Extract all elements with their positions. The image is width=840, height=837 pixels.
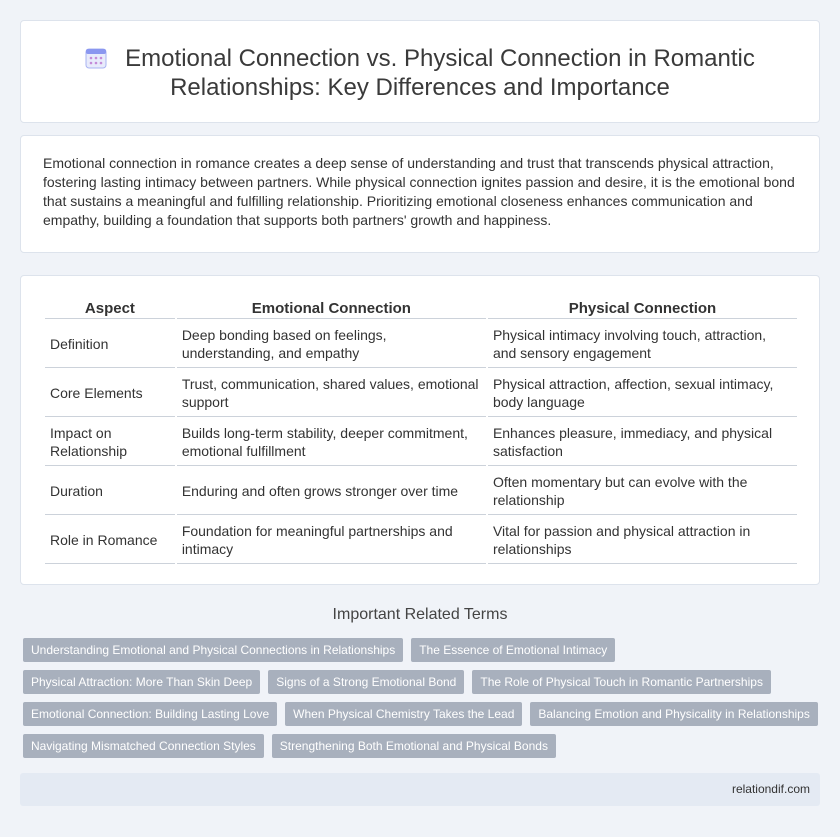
cell-emotional: Trust, communication, shared values, emotional support: [177, 370, 486, 417]
cell-physical: Enhances pleasure, immediacy, and physical satisfaction: [488, 419, 797, 466]
cell-physical: Often momentary but can evolve with the relationship: [488, 468, 797, 515]
related-term-link[interactable]: Navigating Mismatched Connection Styles: [23, 734, 264, 758]
footer-site-link[interactable]: relationdif.com: [731, 782, 810, 796]
tag-row: [23, 670, 823, 694]
cell-aspect: Duration: [45, 468, 175, 515]
related-terms-title: Important Related Terms: [332, 606, 508, 623]
comparison-table: [43, 296, 799, 566]
tag-row: [23, 734, 823, 758]
cell-physical: Physical attraction, affection, sexual intimacy, body language: [488, 370, 797, 417]
intro-card: [20, 135, 820, 253]
cell-aspect: Role in Romance: [45, 517, 175, 564]
related-term-link[interactable]: Physical Attraction: More Than Skin Deep: [23, 670, 260, 694]
table-row: [45, 321, 797, 368]
related-terms-list: [23, 638, 823, 766]
footer: [20, 773, 820, 806]
cell-emotional: Deep bonding based on feelings, understanding, and empathy: [177, 321, 486, 368]
cell-emotional: Builds long-term stability, deeper commitment, emotional fulfillment: [177, 419, 486, 466]
header-aspect: Aspect: [45, 298, 175, 319]
header-emotional: Emotional Connection: [177, 298, 486, 319]
cell-emotional: Enduring and often grows stronger over time: [177, 468, 486, 515]
related-term-link[interactable]: Balancing Emotion and Physicality in Relationships: [530, 702, 817, 726]
page-title: Emotional Connection vs. Physical Connection in Romantic Relationships: Key Differences and Importance: [125, 45, 755, 101]
table-row: [45, 468, 797, 515]
intro-paragraph: Emotional connection in romance creates a deep sense of understanding and trust that transcends physical attraction, fostering lasting intimacy between partners. While physical connection ignites passion and desire, it is the emotional bond that sustains a meaningful and fulfilling relationship. Prioritizing emotional closeness enhances communication and empathy, building a foundation that supports both partners' growth and happiness.: [43, 155, 795, 228]
table-row: [45, 517, 797, 564]
tag-row: [23, 702, 823, 726]
calendar-icon: [85, 47, 107, 69]
title-card: [20, 20, 820, 123]
related-term-link[interactable]: Emotional Connection: Building Lasting Love: [23, 702, 277, 726]
related-term-link[interactable]: The Role of Physical Touch in Romantic Partnerships: [472, 670, 771, 694]
cell-emotional: Foundation for meaningful partnerships and intimacy: [177, 517, 486, 564]
cell-physical: Vital for passion and physical attraction in relationships: [488, 517, 797, 564]
related-term-link[interactable]: Understanding Emotional and Physical Connections in Relationships: [23, 638, 403, 662]
table-header-row: [45, 298, 797, 319]
table-row: [45, 419, 797, 466]
cell-aspect: Definition: [45, 321, 175, 368]
cell-aspect: Impact on Relationship: [45, 419, 175, 466]
related-term-link[interactable]: When Physical Chemistry Takes the Lead: [285, 702, 522, 726]
cell-aspect: Core Elements: [45, 370, 175, 417]
tag-row: [23, 638, 823, 662]
cell-physical: Physical intimacy involving touch, attraction, and sensory engagement: [488, 321, 797, 368]
related-term-link[interactable]: The Essence of Emotional Intimacy: [411, 638, 615, 662]
related-term-link[interactable]: Strengthening Both Emotional and Physical Bonds: [272, 734, 556, 758]
header-physical: Physical Connection: [488, 298, 797, 319]
related-term-link[interactable]: Signs of a Strong Emotional Bond: [268, 670, 464, 694]
comparison-table-card: [20, 275, 820, 585]
table-row: [45, 370, 797, 417]
